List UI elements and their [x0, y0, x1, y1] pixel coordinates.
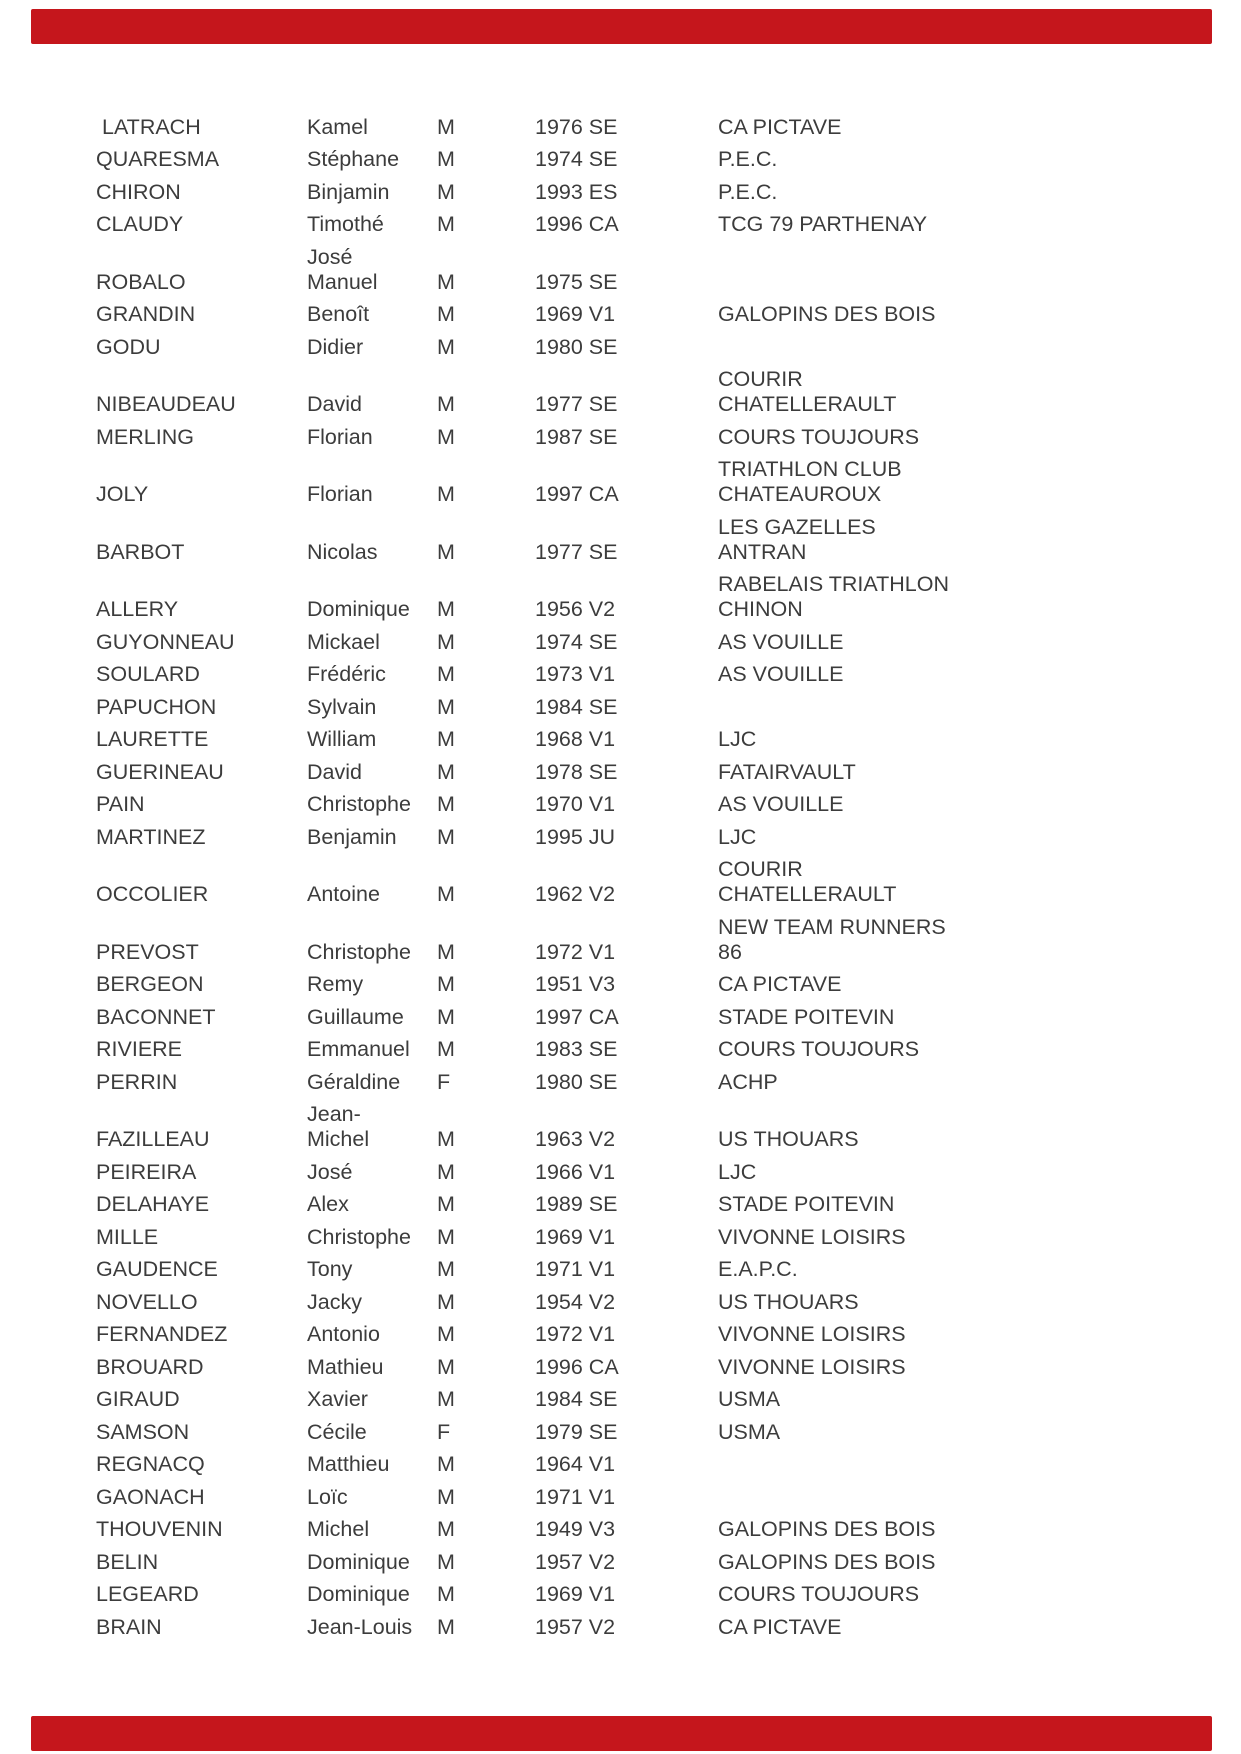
gender-cell: M	[437, 662, 455, 687]
club-cell: COURS TOUJOURS	[718, 1037, 920, 1062]
gender-cell: M	[437, 424, 455, 449]
gender-cell: M	[437, 302, 455, 327]
year-category-cell: 1997 CA	[535, 482, 619, 507]
gender-cell: M	[437, 824, 455, 849]
table-row	[96, 659, 1138, 692]
table-row	[96, 454, 1138, 512]
table-row	[96, 1001, 1138, 1034]
first-name-cell: Tony	[307, 1257, 353, 1282]
table-row	[96, 299, 1138, 332]
first-name-cell: Jean-Louis	[307, 1614, 413, 1639]
last-name-cell: GRANDIN	[96, 302, 196, 327]
first-name-cell: Emmanuel	[307, 1037, 410, 1062]
first-name-cell: Xavier	[307, 1387, 368, 1412]
gender-cell: M	[437, 1452, 455, 1477]
club-cell: TRIATHLON CLUB CHATEAUROUX	[718, 457, 902, 507]
last-name-cell: OCCOLIER	[96, 882, 209, 907]
first-name-cell: Matthieu	[307, 1452, 390, 1477]
first-name-cell: Jacky	[307, 1289, 362, 1314]
table-row	[96, 1254, 1138, 1287]
club-cell: VIVONNE LOISIRS	[718, 1354, 906, 1379]
last-name-cell: SOULARD	[96, 662, 200, 687]
club-cell: USMA	[718, 1387, 781, 1412]
first-name-cell: Benoît	[307, 302, 370, 327]
gender-cell: M	[437, 694, 455, 719]
table-row	[96, 821, 1138, 854]
club-cell: US THOUARS	[718, 1127, 859, 1152]
club-cell: VIVONNE LOISIRS	[718, 1322, 906, 1347]
year-category-cell: 1954 V2	[535, 1289, 616, 1314]
club-cell: P.E.C.	[718, 147, 778, 172]
first-name-cell: Stéphane	[307, 147, 400, 172]
year-category-cell: 1989 SE	[535, 1192, 618, 1217]
club-cell	[718, 1481, 1138, 1514]
gender-cell: M	[437, 539, 455, 564]
gender-cell: M	[437, 1387, 455, 1412]
last-name-cell: MERLING	[96, 424, 194, 449]
year-category-cell: 1962 V2	[535, 882, 616, 907]
club-cell: STADE POITEVIN	[718, 1004, 895, 1029]
last-name-cell: GAUDENCE	[96, 1257, 218, 1282]
club-cell: COURS TOUJOURS	[718, 1582, 920, 1607]
year-category-cell: 1977 SE	[535, 392, 618, 417]
table-row	[96, 569, 1138, 627]
gender-cell: M	[437, 597, 455, 622]
first-name-cell: David	[307, 759, 362, 784]
first-name-cell: Dominique	[307, 1549, 410, 1574]
last-name-cell: JOLY	[96, 482, 149, 507]
gender-cell: M	[437, 392, 455, 417]
club-cell: GALOPINS DES BOIS	[718, 1517, 936, 1542]
last-name-cell: LAURETTE	[96, 727, 209, 752]
table-row	[96, 1189, 1138, 1222]
year-category-cell: 1969 V1	[535, 302, 616, 327]
club-cell: RABELAIS TRIATHLON CHINON	[718, 572, 949, 622]
year-category-cell: 1971 V1	[535, 1257, 616, 1282]
gender-cell: M	[437, 114, 455, 139]
year-category-cell: 1969 V1	[535, 1582, 616, 1607]
table-row	[96, 1611, 1138, 1644]
first-name-cell: Antonio	[307, 1322, 380, 1347]
last-name-cell: PAIN	[96, 792, 145, 817]
club-cell: CA PICTAVE	[718, 1614, 842, 1639]
first-name-cell: Géraldine	[307, 1069, 401, 1094]
first-name-cell: Kamel	[307, 114, 368, 139]
first-name-cell: Florian	[307, 424, 373, 449]
club-cell: AS VOUILLE	[718, 629, 844, 654]
table-row	[96, 421, 1138, 454]
table-row	[96, 241, 1138, 299]
gender-cell: M	[437, 1289, 455, 1314]
club-cell: GALOPINS DES BOIS	[718, 1549, 936, 1574]
table-row	[96, 1156, 1138, 1189]
last-name-cell: GODU	[96, 334, 161, 359]
club-cell: COURIR CHATELLERAULT	[718, 857, 897, 907]
first-name-cell: Guillaume	[307, 1004, 404, 1029]
gender-cell: M	[437, 792, 455, 817]
first-name-cell: Frédéric	[307, 662, 386, 687]
gender-cell: M	[437, 1354, 455, 1379]
club-cell: COURIR CHATELLERAULT	[718, 367, 897, 417]
year-category-cell: 1964 V1	[535, 1452, 616, 1477]
club-cell: LJC	[718, 824, 757, 849]
last-name-cell: NOVELLO	[96, 1289, 198, 1314]
year-category-cell: 1957 V2	[535, 1549, 616, 1574]
last-name-cell: NIBEAUDEAU	[96, 392, 236, 417]
year-category-cell: 1949 V3	[535, 1517, 616, 1542]
last-name-cell: MILLE	[96, 1224, 159, 1249]
last-name-cell: QUARESMA	[96, 147, 220, 172]
last-name-cell: DELAHAYE	[96, 1192, 210, 1217]
first-name-cell: Michel	[307, 1517, 370, 1542]
first-name-cell: Florian	[307, 482, 373, 507]
gender-cell: M	[437, 1037, 455, 1062]
club-cell: FATAIRVAULT	[718, 759, 856, 784]
club-cell: VIVONNE LOISIRS	[718, 1224, 906, 1249]
club-cell: CA PICTAVE	[718, 114, 842, 139]
last-name-cell: ALLERY	[96, 597, 179, 622]
last-name-cell: THOUVENIN	[96, 1517, 223, 1542]
first-name-cell: Loïc	[307, 1484, 348, 1509]
year-category-cell: 1996 CA	[535, 1354, 619, 1379]
gender-cell: F	[437, 1069, 451, 1094]
first-name-cell: Remy	[307, 972, 364, 997]
last-name-cell: ROBALO	[96, 269, 186, 294]
gender-cell: M	[437, 1257, 455, 1282]
year-category-cell: 1977 SE	[535, 539, 618, 564]
gender-cell: F	[437, 1419, 451, 1444]
last-name-cell: GIRAUD	[96, 1387, 180, 1412]
gender-cell: M	[437, 334, 455, 359]
table-row	[96, 1514, 1138, 1547]
last-name-cell: FERNANDEZ	[96, 1322, 228, 1347]
first-name-cell: Jean- Michel	[307, 1102, 370, 1152]
club-cell: LJC	[718, 1159, 757, 1184]
table-row	[96, 789, 1138, 822]
club-cell: US THOUARS	[718, 1289, 859, 1314]
gender-cell: M	[437, 1127, 455, 1152]
last-name-cell: FAZILLEAU	[96, 1127, 210, 1152]
club-cell: E.A.P.C.	[718, 1257, 798, 1282]
last-name-cell: LEGEARD	[96, 1582, 199, 1607]
year-category-cell: 1980 SE	[535, 1069, 618, 1094]
gender-cell: M	[437, 1159, 455, 1184]
club-cell: COURS TOUJOURS	[718, 424, 920, 449]
club-cell: LES GAZELLES ANTRAN	[718, 514, 876, 564]
table-row	[96, 1481, 1138, 1514]
participants-table-body	[96, 111, 1138, 1644]
last-name-cell: MARTINEZ	[96, 824, 206, 849]
year-category-cell: 1969 V1	[535, 1224, 616, 1249]
first-name-cell: José Manuel	[307, 244, 378, 294]
table-row	[96, 364, 1138, 422]
table-row	[96, 691, 1138, 724]
club-cell	[718, 331, 1138, 364]
first-name-cell: Mickael	[307, 629, 380, 654]
table-row	[96, 1416, 1138, 1449]
year-category-cell: 1956 V2	[535, 597, 616, 622]
first-name-cell: Christophe	[307, 792, 411, 817]
gender-cell: M	[437, 727, 455, 752]
year-category-cell: 1966 V1	[535, 1159, 616, 1184]
last-name-cell: PEIREIRA	[96, 1159, 197, 1184]
first-name-cell: Mathieu	[307, 1354, 384, 1379]
club-cell	[718, 1449, 1138, 1482]
table-row	[96, 854, 1138, 912]
last-name-cell: BACONNET	[96, 1004, 216, 1029]
gender-cell: M	[437, 939, 455, 964]
table-row	[96, 1099, 1138, 1157]
first-name-cell: David	[307, 392, 362, 417]
year-category-cell: 1974 SE	[535, 629, 618, 654]
year-category-cell: 1984 SE	[535, 1387, 618, 1412]
year-category-cell: 1993 ES	[535, 179, 618, 204]
table-row	[96, 1449, 1138, 1482]
year-category-cell: 1997 CA	[535, 1004, 619, 1029]
year-category-cell: 1971 V1	[535, 1484, 616, 1509]
year-category-cell: 1976 SE	[535, 114, 618, 139]
first-name-cell: Dominique	[307, 597, 410, 622]
redaction-bar-bottom	[31, 1716, 1212, 1751]
gender-cell: M	[437, 759, 455, 784]
first-name-cell: William	[307, 727, 377, 752]
first-name-cell: Christophe	[307, 939, 411, 964]
last-name-cell: BERGEON	[96, 972, 204, 997]
gender-cell: M	[437, 212, 455, 237]
last-name-cell: BRAIN	[96, 1614, 162, 1639]
year-category-cell: 1979 SE	[535, 1419, 618, 1444]
club-cell	[718, 691, 1138, 724]
year-category-cell: 1996 CA	[535, 212, 619, 237]
last-name-cell: CLAUDY	[96, 212, 184, 237]
year-category-cell: 1984 SE	[535, 694, 618, 719]
table-row	[96, 209, 1138, 242]
club-cell: GALOPINS DES BOIS	[718, 302, 936, 327]
gender-cell: M	[437, 482, 455, 507]
table-row	[96, 1319, 1138, 1352]
last-name-cell: BARBOT	[96, 539, 185, 564]
year-category-cell: 1963 V2	[535, 1127, 616, 1152]
gender-cell: M	[437, 1614, 455, 1639]
table-row	[96, 144, 1138, 177]
table-row	[96, 1066, 1138, 1099]
year-category-cell: 1951 V3	[535, 972, 616, 997]
last-name-cell: LATRACH	[96, 114, 201, 139]
table-row	[96, 1034, 1138, 1067]
table-row	[96, 331, 1138, 364]
first-name-cell: Cécile	[307, 1419, 367, 1444]
first-name-cell: Christophe	[307, 1224, 411, 1249]
last-name-cell: GAONACH	[96, 1484, 205, 1509]
gender-cell: M	[437, 1192, 455, 1217]
club-cell: STADE POITEVIN	[718, 1192, 895, 1217]
gender-cell: M	[437, 269, 455, 294]
first-name-cell: Nicolas	[307, 539, 378, 564]
gender-cell: M	[437, 1224, 455, 1249]
gender-cell: M	[437, 882, 455, 907]
table-row	[96, 626, 1138, 659]
first-name-cell: Binjamin	[307, 179, 390, 204]
club-cell: LJC	[718, 727, 757, 752]
first-name-cell: Sylvain	[307, 694, 377, 719]
year-category-cell: 1973 V1	[535, 662, 616, 687]
table-row	[96, 1546, 1138, 1579]
table-row	[96, 511, 1138, 569]
gender-cell: M	[437, 1549, 455, 1574]
year-category-cell: 1968 V1	[535, 727, 616, 752]
last-name-cell: GUYONNEAU	[96, 629, 235, 654]
last-name-cell: PERRIN	[96, 1069, 178, 1094]
club-cell: AS VOUILLE	[718, 792, 844, 817]
first-name-cell: Antoine	[307, 882, 380, 907]
year-category-cell: 1974 SE	[535, 147, 618, 172]
table-row	[96, 176, 1138, 209]
table-row	[96, 111, 1138, 144]
year-category-cell: 1983 SE	[535, 1037, 618, 1062]
first-name-cell: Benjamin	[307, 824, 397, 849]
table-row	[96, 969, 1138, 1002]
year-category-cell: 1978 SE	[535, 759, 618, 784]
gender-cell: M	[437, 1582, 455, 1607]
last-name-cell: SAMSON	[96, 1419, 190, 1444]
club-cell: AS VOUILLE	[718, 662, 844, 687]
table-row	[96, 911, 1138, 969]
club-cell: NEW TEAM RUNNERS 86	[718, 914, 946, 964]
club-cell: CA PICTAVE	[718, 972, 842, 997]
gender-cell: M	[437, 1322, 455, 1347]
last-name-cell: CHIRON	[96, 179, 181, 204]
year-category-cell: 1975 SE	[535, 269, 618, 294]
gender-cell: M	[437, 972, 455, 997]
gender-cell: M	[437, 147, 455, 172]
gender-cell: M	[437, 179, 455, 204]
table-row	[96, 1221, 1138, 1254]
club-cell: USMA	[718, 1419, 781, 1444]
last-name-cell: PREVOST	[96, 939, 199, 964]
year-category-cell: 1995 JU	[535, 824, 616, 849]
year-category-cell: 1980 SE	[535, 334, 618, 359]
table-row	[96, 1351, 1138, 1384]
table-row	[96, 1384, 1138, 1417]
club-cell: ACHP	[718, 1069, 778, 1094]
gender-cell: M	[437, 1484, 455, 1509]
first-name-cell: Alex	[307, 1192, 349, 1217]
table-row	[96, 1579, 1138, 1612]
last-name-cell: BELIN	[96, 1549, 159, 1574]
year-category-cell: 1972 V1	[535, 1322, 616, 1347]
participants-table	[96, 111, 1138, 1644]
year-category-cell: 1957 V2	[535, 1614, 616, 1639]
club-cell: TCG 79 PARTHENAY	[718, 212, 928, 237]
table-row	[96, 756, 1138, 789]
gender-cell: M	[437, 629, 455, 654]
first-name-cell: Timothé	[307, 212, 384, 237]
redaction-bar-top	[31, 9, 1212, 44]
year-category-cell: 1987 SE	[535, 424, 618, 449]
last-name-cell: PAPUCHON	[96, 694, 217, 719]
first-name-cell: José	[307, 1159, 353, 1184]
last-name-cell: RIVIERE	[96, 1037, 183, 1062]
year-category-cell: 1972 V1	[535, 939, 616, 964]
first-name-cell: Didier	[307, 334, 364, 359]
gender-cell: M	[437, 1004, 455, 1029]
last-name-cell: BROUARD	[96, 1354, 204, 1379]
last-name-cell: GUERINEAU	[96, 759, 224, 784]
year-category-cell: 1970 V1	[535, 792, 616, 817]
table-row	[96, 724, 1138, 757]
club-cell: P.E.C.	[718, 179, 778, 204]
club-cell	[718, 241, 1138, 299]
table-row	[96, 1286, 1138, 1319]
first-name-cell: Dominique	[307, 1582, 410, 1607]
gender-cell: M	[437, 1517, 455, 1542]
last-name-cell: REGNACQ	[96, 1452, 205, 1477]
